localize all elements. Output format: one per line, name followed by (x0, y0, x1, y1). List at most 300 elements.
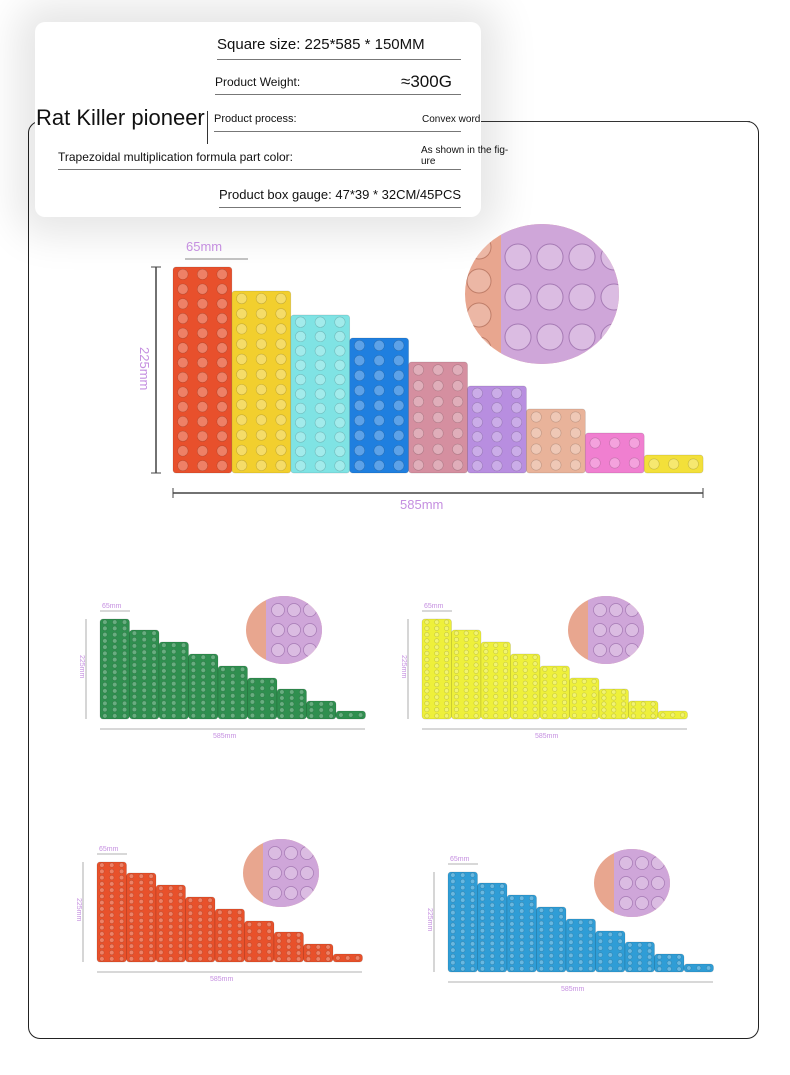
bubble (394, 445, 404, 455)
bubble (152, 695, 156, 699)
bubble (394, 460, 404, 470)
zoom-bubble (594, 644, 607, 657)
bubble (354, 445, 364, 455)
bubble (339, 713, 343, 717)
bubble (217, 446, 227, 456)
bubble (435, 632, 439, 636)
bubble (582, 686, 586, 690)
bubble (217, 299, 227, 309)
bubble (444, 651, 448, 655)
bubble (582, 700, 586, 704)
bubble (562, 694, 566, 698)
zoom-bubble (288, 624, 301, 637)
bubble (100, 882, 104, 886)
bubble (122, 714, 126, 718)
bubble (470, 910, 474, 914)
box-gauge: Product box gauge: 47*39 * 32CM/45PCS (219, 187, 462, 202)
bubble (484, 669, 488, 673)
bubble (270, 693, 274, 697)
bubble (433, 396, 443, 406)
length-label: 585mm (535, 733, 559, 740)
bubble (240, 700, 244, 704)
bubble (592, 713, 596, 717)
bubble (309, 702, 313, 706)
bubble (169, 937, 173, 941)
bubble (649, 459, 659, 469)
bubble (290, 708, 294, 712)
bubble (480, 903, 484, 907)
bubble (464, 669, 468, 673)
bubble (221, 707, 225, 711)
bubble (211, 662, 215, 666)
bubble (178, 387, 188, 397)
bubble (201, 694, 205, 698)
bubble (178, 343, 188, 353)
bubble (529, 896, 533, 900)
bubble (451, 954, 455, 958)
bubble (474, 637, 478, 641)
zoom-detail-circle (463, 222, 621, 367)
bubble (454, 644, 458, 648)
bubble (579, 920, 583, 924)
bubble (188, 905, 192, 909)
zoom-bubble (537, 244, 563, 270)
bubble (178, 944, 182, 948)
bubble (201, 655, 205, 659)
bubble (142, 663, 146, 667)
bubble (480, 948, 484, 952)
bubble (454, 656, 458, 660)
bubble (162, 669, 166, 673)
bubble (444, 707, 448, 711)
bubble (629, 458, 639, 468)
bubble (218, 937, 222, 941)
bubble (231, 674, 235, 678)
bubble (159, 892, 163, 896)
bubble (470, 942, 474, 946)
bubble (237, 293, 247, 303)
bubble (451, 892, 455, 896)
color-value (421, 145, 508, 167)
bubble (172, 675, 176, 679)
bubble (529, 954, 533, 958)
bubble (598, 946, 602, 950)
bubble (490, 928, 494, 932)
bubble (218, 910, 222, 914)
bubble (228, 930, 232, 934)
bubble (139, 938, 143, 942)
bubble (520, 935, 524, 939)
zoom-bubble (288, 604, 301, 617)
bubble (197, 372, 207, 382)
bubble (667, 967, 671, 971)
bubble (492, 403, 502, 413)
bubble (159, 905, 163, 909)
bubble (296, 939, 300, 943)
bubble (100, 869, 104, 873)
bubble (490, 935, 494, 939)
bubble (590, 458, 600, 468)
bubble (472, 432, 482, 442)
bubble (139, 925, 143, 929)
bubble (461, 923, 465, 927)
bubble (159, 899, 163, 903)
bubble (500, 948, 504, 952)
bubble (276, 400, 286, 410)
color-value-line1: As shown in the fig- (421, 145, 509, 156)
bubble (346, 956, 350, 960)
bubble (329, 714, 333, 718)
bubble (510, 954, 514, 958)
zoom-bubble (652, 877, 665, 890)
bubble (494, 688, 498, 692)
bubble (480, 967, 484, 971)
bubble (374, 400, 384, 410)
bubble (319, 708, 323, 712)
blue-block (478, 883, 508, 972)
bubble (178, 431, 188, 441)
bubble (638, 955, 642, 959)
bubble (677, 961, 681, 965)
bubble (680, 713, 684, 717)
bubble (149, 957, 153, 961)
bubble (280, 696, 284, 700)
bubble (103, 651, 107, 655)
bubble (315, 331, 325, 341)
bubble (113, 676, 117, 680)
bubble (188, 950, 192, 954)
bubble (257, 943, 261, 947)
bubble (237, 445, 247, 455)
bubble (110, 888, 114, 892)
bubble (188, 924, 192, 928)
bubble (523, 662, 527, 666)
bubble (520, 967, 524, 971)
bubble (394, 400, 404, 410)
bubble (533, 655, 537, 659)
bubble (129, 880, 133, 884)
color-label: Trapezoidal multiplication formula part color: (58, 150, 293, 164)
bubble (570, 444, 580, 454)
bubble (217, 328, 227, 338)
bubble (315, 374, 325, 384)
bubble (529, 928, 533, 932)
bubble (162, 643, 166, 647)
bubble (433, 444, 443, 454)
bubble (169, 944, 173, 948)
bubble (425, 664, 429, 668)
zoom-bubble (610, 624, 623, 637)
bubble (500, 884, 504, 888)
bubble (470, 904, 474, 908)
bubble (172, 649, 176, 653)
bubble (531, 444, 541, 454)
bubble (237, 930, 241, 934)
bubble (425, 714, 429, 718)
bubble (511, 388, 521, 398)
bubble (217, 357, 227, 367)
bubble (470, 892, 474, 896)
bubble (569, 940, 573, 944)
bubble (315, 446, 325, 456)
bubble (452, 444, 462, 454)
bubble (474, 675, 478, 679)
bubble (629, 438, 639, 448)
bubble (129, 899, 133, 903)
bubble (464, 656, 468, 660)
zoom-bubble (269, 867, 282, 880)
bubble (531, 412, 541, 422)
bubble (474, 707, 478, 711)
bubble (208, 957, 212, 961)
bubble (228, 956, 232, 960)
bubble (221, 694, 225, 698)
bubble (276, 445, 286, 455)
bubble (451, 929, 455, 933)
bubble (139, 906, 143, 910)
bubble (198, 931, 202, 935)
bubble (188, 937, 192, 941)
bubble (494, 701, 498, 705)
bubble (529, 915, 533, 919)
bubble (100, 907, 104, 911)
bubble (494, 643, 498, 647)
bubble (122, 695, 126, 699)
bubble (461, 904, 465, 908)
bubble (470, 873, 474, 877)
bubble (582, 713, 586, 717)
bubble (181, 707, 185, 711)
bubble (657, 961, 661, 965)
bubble (523, 655, 527, 659)
bubble (169, 950, 173, 954)
zoom-bubble (610, 644, 623, 657)
bubble (103, 701, 107, 705)
bubble (464, 701, 468, 705)
bubble (461, 942, 465, 946)
bubble (562, 674, 566, 678)
bubble (270, 686, 274, 690)
orange-block (127, 873, 157, 962)
bubble (142, 656, 146, 660)
bubble (119, 944, 123, 948)
bubble (641, 714, 645, 718)
bubble (132, 637, 136, 641)
bubble (142, 688, 146, 692)
bubble (461, 879, 465, 883)
bubble (608, 932, 612, 936)
bubble (549, 934, 553, 938)
bubble (110, 957, 114, 961)
bubble (461, 917, 465, 921)
bubble (559, 921, 563, 925)
bubble (641, 702, 645, 706)
bubble (149, 874, 153, 878)
bubble (474, 714, 478, 718)
bubble (444, 676, 448, 680)
bubble (280, 690, 284, 694)
bubble (608, 946, 612, 950)
bubble (257, 950, 261, 954)
bubble (257, 929, 261, 933)
bubble (237, 309, 247, 319)
zoom-bubble (620, 897, 633, 910)
bubble (474, 650, 478, 654)
bubble (191, 668, 195, 672)
bubble (169, 905, 173, 909)
bubble (256, 354, 266, 364)
bubble (277, 951, 281, 955)
bubble (217, 387, 227, 397)
bubble (464, 637, 468, 641)
bubble (425, 632, 429, 636)
bubble (113, 707, 117, 711)
height-label: 225mm (137, 347, 152, 391)
bubble (484, 694, 488, 698)
bubble (435, 651, 439, 655)
bubble (513, 662, 517, 666)
bubble (451, 917, 455, 921)
zoom-bubble (304, 604, 317, 617)
bubble (444, 664, 448, 668)
bubble (231, 687, 235, 691)
bubble (592, 679, 596, 683)
bubble (470, 948, 474, 952)
bubble (559, 908, 563, 912)
bubble (197, 269, 207, 279)
bubble (231, 667, 235, 671)
bubble (579, 953, 583, 957)
bubble (444, 670, 448, 674)
bubble (218, 930, 222, 934)
bubble (100, 900, 104, 904)
bubble (529, 967, 533, 971)
bubble (197, 416, 207, 426)
bubble (139, 944, 143, 948)
bubble (181, 701, 185, 705)
zoom-bubble (626, 604, 639, 617)
bubble (454, 637, 458, 641)
bubble (237, 460, 247, 470)
bubble (142, 682, 146, 686)
bubble (433, 381, 443, 391)
bubble (572, 700, 576, 704)
bubble (103, 676, 107, 680)
zoom-bubble (636, 897, 649, 910)
spec-underline (217, 59, 461, 60)
bubble (511, 446, 521, 456)
width-label: 65mm (102, 603, 122, 610)
bubble (198, 898, 202, 902)
bubble (191, 681, 195, 685)
bubble (221, 667, 225, 671)
bubble (520, 902, 524, 906)
bubble (152, 707, 156, 711)
bubble (237, 937, 241, 941)
bubble (500, 897, 504, 901)
bubble (181, 649, 185, 653)
process-value: Convex word (422, 114, 481, 125)
bubble (520, 896, 524, 900)
bubble (260, 679, 264, 683)
bubble (178, 372, 188, 382)
bubble (474, 688, 478, 692)
bubble (451, 898, 455, 902)
zoom-bubble (626, 644, 639, 657)
bubble (349, 713, 353, 717)
bubble (394, 340, 404, 350)
bubble (119, 869, 123, 873)
bubble (139, 957, 143, 961)
bubble (490, 960, 494, 964)
bubble (503, 656, 507, 660)
bubble (276, 369, 286, 379)
bubble (169, 899, 173, 903)
bubble (149, 912, 153, 916)
bubble (559, 934, 563, 938)
bubble (470, 917, 474, 921)
bubble (470, 929, 474, 933)
bubble (188, 931, 192, 935)
bubble (612, 714, 616, 718)
bubble (218, 950, 222, 954)
bubble (250, 679, 254, 683)
bubble (588, 933, 592, 937)
bubble (316, 957, 320, 961)
bubble (122, 664, 126, 668)
bubble (132, 714, 136, 718)
bubble (394, 430, 404, 440)
width-label: 65mm (450, 856, 470, 863)
bubble (598, 953, 602, 957)
bubble (335, 346, 345, 356)
bubble (425, 707, 429, 711)
bubble (474, 644, 478, 648)
bubble (276, 293, 286, 303)
bubble (562, 700, 566, 704)
width-label: 65mm (99, 846, 119, 853)
bubble (598, 939, 602, 943)
bubble (197, 446, 207, 456)
bubble (290, 696, 294, 700)
bubble (247, 922, 251, 926)
bubble (178, 269, 188, 279)
yellow-block (570, 678, 600, 719)
bubble (470, 967, 474, 971)
bubble (162, 701, 166, 705)
bubble (217, 372, 227, 382)
bubble (454, 675, 458, 679)
bubble (374, 370, 384, 380)
bubble (270, 707, 274, 711)
bubble (374, 340, 384, 350)
bubble (256, 324, 266, 334)
bubble (129, 925, 133, 929)
bubble (240, 687, 244, 691)
bubble (494, 675, 498, 679)
bubble (425, 626, 429, 630)
bubble (188, 957, 192, 961)
bubble (529, 960, 533, 964)
bubble (470, 954, 474, 958)
bubble (149, 906, 153, 910)
bubble (113, 695, 117, 699)
length-label: 585mm (213, 733, 237, 740)
bubble (608, 953, 612, 957)
bubble (425, 639, 429, 643)
bubble (510, 928, 514, 932)
bubble (562, 713, 566, 717)
